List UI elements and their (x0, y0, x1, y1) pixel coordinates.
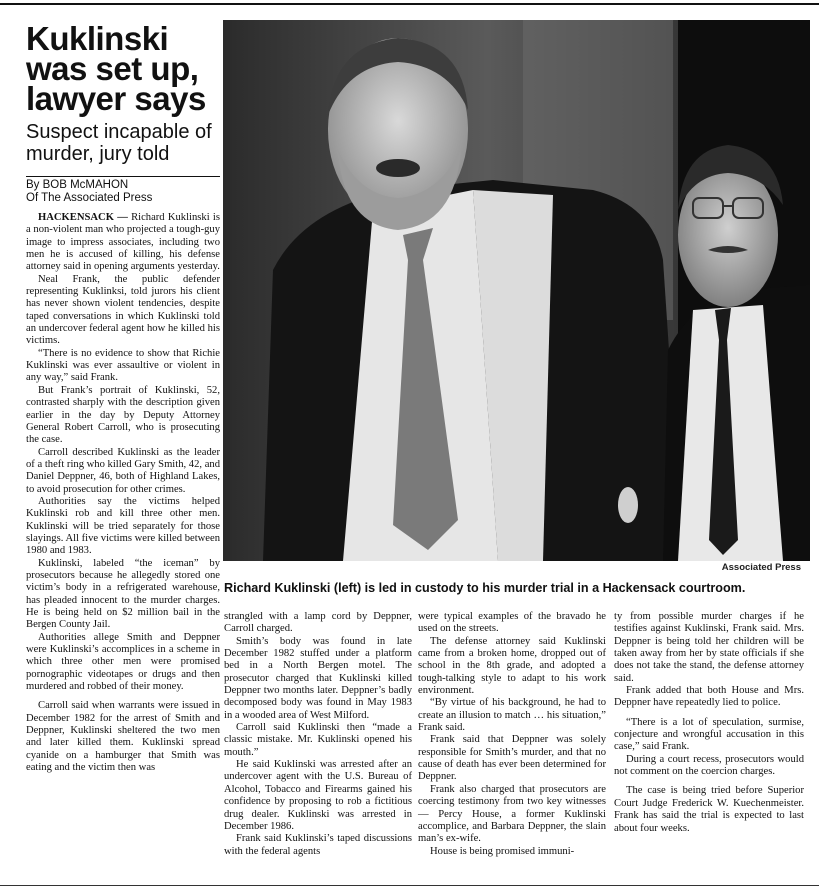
story-paragraph: Frank added that both House and Mrs. Deppner have repeatedly lied to police. (614, 685, 804, 709)
photo-caption: Richard Kuklinski (left) is led in custody to his murder trial in a Hackensack courtroom. (224, 581, 746, 595)
byline (26, 176, 220, 205)
story-paragraph: During a court recess, prosecutors would not comment on the coercion charges. (614, 753, 804, 778)
story-paragraph: “There is a lot of speculation, surmise, conjecture and wrongful accusation in this case,” said Frank. (614, 716, 804, 753)
byline-author: By BOB McMAHON (26, 179, 129, 191)
dateline: HACKENSACK — (38, 212, 128, 223)
story-paragraph: strangled with a lamp cord by Deppner, Carroll charged. (224, 611, 412, 635)
story-paragraph: Carroll described Kuklinski as the leader of a theft ring who killed Gary Smith, 42, and Daniel Deppner, 46, both of Highland Lakes, to avoid prosecution for other crimes. (26, 446, 220, 495)
story-paragraph: Carroll said Kuklinski then “made a classic mistake. Mr. Kuklinski opened his mouth.” (224, 722, 412, 758)
top-rule (0, 3, 819, 5)
news-photo (223, 20, 810, 561)
story-paragraph: Authorities say the victims helped Kuklinski rob and kill three other men. Kuklinski will be tried separately for those slayings. All five victims were killed between 1980 and 1983. (26, 495, 220, 557)
story-paragraph: House is being promised immuni- (430, 845, 575, 857)
story-paragraph: Frank also charged that prosecutors are coercing testimony from two key witnesses — Percy House, a former Kuklinski accomplice, and Barbara Deppner, the slain man’s ex-wife. (418, 783, 606, 845)
story-paragraph: Carroll said when warrants were issued in December 1982 for the arrest of Smith and Deppner, Kuklinski sheltered the two men and later killed them. Kuklinski spread cyanide on a hamburger that Smith was eating and the victim then was (26, 700, 220, 774)
story-paragraph: Frank said that Deppner was solely responsible for Smith’s murder, and that no cause of death has ever been determined for Deppner. (418, 734, 606, 783)
story-column-4 (614, 611, 804, 835)
story-paragraph: Frank said Kuklinski’s taped discussions with the federal agents (224, 833, 412, 857)
story-column-2 (224, 611, 412, 858)
story-paragraph: ty from possible murder charges if he testifies against Kuklinski, Frank said. Mrs. Deppner is being told her children will be taken away from her by state officials if she does not take the stand, the defense attorney said. (614, 611, 804, 684)
story-paragraph: He said Kuklinski was arrested after an undercover agent with the U.S. Bureau of Alcohol, Tobacco and Firearms gained his confidence by proposing to rob a fictitious drug dealer. Kuklinski was arrested in December 1986. (224, 759, 412, 832)
subhead: Suspect incapable of murder, jury told (26, 121, 212, 165)
story-paragraph: “By virtue of his background, he had to create an illusion to match … his situation,” Frank said. (418, 697, 606, 734)
story-paragraph: The defense attorney said Kuklinski came from a broken home, dropped out of school in the 8th grade, and adopted a tough-talking style to adapt to his work environment. (418, 635, 606, 697)
story-paragraph: Smith’s body was found in late December 1982 stuffed under a platform bed in a North Bergen motel. The prosecutor charged that Kuklinski killed Deppner two months later. Deppner’s badly decomposed body was found in May 1983 in a wooded area of West Milford. (224, 635, 412, 721)
story-paragraph: “There is no evidence to show that Richie Kuklinski was ever assaultive or violent in any way,” said Frank. (26, 347, 220, 384)
headline: Kuklinski was set up, lawyer says (26, 20, 206, 117)
bottom-rule (0, 885, 819, 886)
photo-illustration (223, 20, 810, 561)
story-paragraph: HACKENSACK — Richard Kuklinski is a non-violent man who projected a tough-guy image to impress associates, including two men he is accused of killing, his defense attorney said in opening arguments yesterday. (26, 212, 220, 273)
story-paragraph: Authorities allege Smith and Deppner were Kuklinski’s accomplices in a scheme in which three other men were promised pornographic videotapes or drugs and then murdered and robbed of their money. (26, 631, 220, 693)
story-paragraph: But Frank’s portrait of Kuklinski, 52, contrasted sharply with the description given earlier in the day by Deputy Attorney General Robert Carroll, who is prosecuting the case. (26, 384, 220, 446)
photo-credit: Associated Press (721, 562, 801, 573)
story-paragraph: The case is being tried before Superior Court Judge Frederick W. Kuechenmeister. Frank has said the trial is expected to last about four weeks. (614, 785, 804, 834)
story-column-3 (418, 611, 606, 858)
story-paragraph: were typical examples of the bravado he used on the streets. (418, 611, 606, 635)
story-paragraph: Neal Frank, the public defender representing Kuklinksi, told jurors his client has never shown violent tendencies, despite taped conversations in which Kuklinski told an undercover federal agent how he killed his victims. (26, 273, 220, 347)
byline-agency: Of The Associated Press (26, 192, 153, 204)
story-paragraph: Kuklinski, labeled “the iceman” by prosecutors because he allegedly stored one victim’s body in a refrigerated warehouse, has pleaded innocent to the murder charges. He is being held on $2 million bail in the Bergen County Jail. (26, 557, 220, 631)
story-column-1 (26, 212, 220, 774)
